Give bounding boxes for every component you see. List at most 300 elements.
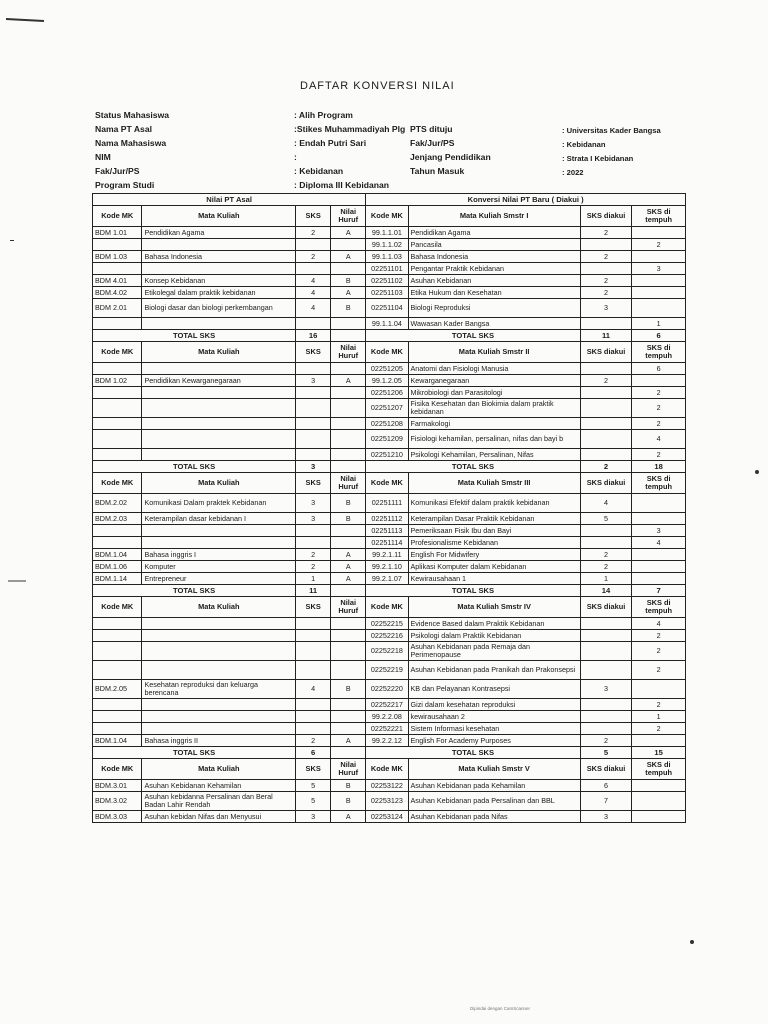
table-cell: 02251209	[366, 430, 408, 449]
table-cell	[142, 418, 296, 430]
table-cell: 02252216	[366, 630, 408, 642]
total-empty	[331, 461, 366, 473]
table-cell	[296, 387, 331, 399]
table-cell	[142, 661, 296, 680]
table-cell	[331, 263, 366, 275]
table-cell: 4	[632, 618, 686, 630]
table-cell: B	[331, 513, 366, 525]
table-cell	[580, 418, 632, 430]
table-cell	[331, 642, 366, 661]
total-label-left: TOTAL SKS	[93, 461, 296, 473]
table-row	[93, 561, 686, 573]
col-sks-diakui: SKS diakui	[580, 473, 632, 494]
table-cell	[580, 537, 632, 549]
table-cell: 02251210	[366, 449, 408, 461]
table-cell	[142, 449, 296, 461]
table-group-header	[93, 194, 686, 206]
table-cell: Profesionalisme Kebidanan	[408, 537, 580, 549]
table-row	[93, 251, 686, 263]
document-title: DAFTAR KONVERSI NILAI	[300, 80, 455, 92]
col-kode-mk: Kode MK	[93, 206, 142, 227]
table-cell: BDM.3.02	[93, 792, 142, 811]
total-label-left: TOTAL SKS	[93, 747, 296, 759]
table-cell: 3	[632, 263, 686, 275]
col-sks-diakui: SKS diakui	[580, 759, 632, 780]
table-cell: 4	[580, 494, 632, 513]
table-cell: Asuhan Kebidanan pada Persalinan dan BBL	[408, 792, 580, 811]
table-cell	[331, 618, 366, 630]
table-cell	[142, 430, 296, 449]
table-cell: Wawasan Kader Bangsa	[408, 318, 580, 330]
table-cell: 2	[632, 699, 686, 711]
fak2-value: : Kebidanan	[562, 140, 606, 149]
table-cell	[93, 399, 142, 418]
status-value: : Alih Program	[294, 110, 353, 120]
table-cell: BDM 1.02	[93, 375, 142, 387]
table-cell	[296, 430, 331, 449]
table-cell	[580, 363, 632, 375]
table-row	[93, 780, 686, 792]
table-cell: A	[331, 573, 366, 585]
total-sks-tempuh: 18	[632, 461, 686, 473]
table-cell: Farmakologi	[408, 418, 580, 430]
table-cell	[142, 263, 296, 275]
table-cell	[296, 263, 331, 275]
table-cell: Etikolegal dalam praktik kebidanan	[142, 287, 296, 299]
table-cell: A	[331, 549, 366, 561]
table-cell: Asuhan kebidan Nifas dan Menyusui	[142, 811, 296, 823]
table-cell	[632, 811, 686, 823]
table-row	[93, 630, 686, 642]
table-cell	[331, 525, 366, 537]
table-cell	[296, 239, 331, 251]
table-cell	[93, 537, 142, 549]
table-cell	[580, 430, 632, 449]
table-cell: 99.1.1.03	[366, 251, 408, 263]
table-row	[93, 680, 686, 699]
col-sks-tempuh: SKS di tempuh	[632, 342, 686, 363]
table-cell: Kesehatan reproduksi dan keluarga berencana	[142, 680, 296, 699]
nim-label: NIM	[95, 152, 111, 162]
total-sks-left: 6	[296, 747, 331, 759]
table-cell	[296, 318, 331, 330]
table-cell: 02251102	[366, 275, 408, 287]
table-cell	[142, 642, 296, 661]
table-cell: Keterampilan dasar kebidanan I	[142, 513, 296, 525]
table-cell: BDM 1.01	[93, 227, 142, 239]
table-cell: Asuhan Kebidanan pada Pranikah dan Prakonsepsi	[408, 661, 580, 680]
col-sks: SKS	[296, 473, 331, 494]
table-cell: 02253122	[366, 780, 408, 792]
table-cell	[296, 699, 331, 711]
table-cell: 3	[580, 811, 632, 823]
table-cell: 02252220	[366, 680, 408, 699]
fak2-label: Fak/Jur/PS	[410, 138, 455, 148]
table-row	[93, 699, 686, 711]
table-cell	[142, 525, 296, 537]
table-row	[93, 792, 686, 811]
table-cell: 99.2.2.08	[366, 711, 408, 723]
table-row	[93, 399, 686, 418]
total-row	[93, 461, 686, 473]
col-nilai-huruf: Nilai Huruf	[331, 206, 366, 227]
col-kode-mk: Kode MK	[93, 342, 142, 363]
table-row	[93, 525, 686, 537]
table-cell	[142, 318, 296, 330]
total-sks-left: 16	[296, 330, 331, 342]
table-cell: 2	[632, 723, 686, 735]
table-cell: 4	[632, 537, 686, 549]
table-cell: 1	[632, 711, 686, 723]
col-kode-mk: Kode MK	[366, 473, 408, 494]
group-header-right: Konversi Nilai PT Baru ( Diakui )	[366, 194, 686, 206]
table-cell: Pendidikan Kewarganegaraan	[142, 375, 296, 387]
table-cell	[331, 630, 366, 642]
table-cell: B	[331, 780, 366, 792]
pt-asal-label: Nama PT Asal	[95, 124, 152, 134]
table-cell	[331, 699, 366, 711]
table-cell	[93, 661, 142, 680]
table-row	[93, 227, 686, 239]
table-cell	[331, 363, 366, 375]
table-cell: Bahasa inggris I	[142, 549, 296, 561]
table-row	[93, 387, 686, 399]
table-cell: 2	[632, 630, 686, 642]
table-cell	[331, 399, 366, 418]
table-cell	[331, 449, 366, 461]
table-cell: Pancasila	[408, 239, 580, 251]
total-label-right: TOTAL SKS	[366, 747, 580, 759]
total-row	[93, 747, 686, 759]
table-cell	[296, 642, 331, 661]
total-label-right: TOTAL SKS	[366, 330, 580, 342]
table-cell: 99.2.1.07	[366, 573, 408, 585]
table-cell	[632, 780, 686, 792]
col-nilai-huruf: Nilai Huruf	[331, 342, 366, 363]
col-sks: SKS	[296, 206, 331, 227]
table-cell: Konsep Kebidanan	[142, 275, 296, 287]
table-cell	[632, 573, 686, 585]
col-kode-mk: Kode MK	[366, 759, 408, 780]
col-kode-mk: Kode MK	[366, 597, 408, 618]
table-cell	[331, 239, 366, 251]
table-cell	[142, 537, 296, 549]
table-cell	[142, 239, 296, 251]
table-cell: 2	[580, 561, 632, 573]
fak-value: : Kebidanan	[294, 166, 344, 176]
table-cell: 3	[580, 680, 632, 699]
table-cell	[632, 299, 686, 318]
total-label-right: TOTAL SKS	[366, 585, 580, 597]
table-cell	[632, 494, 686, 513]
table-row	[93, 661, 686, 680]
table-cell: B	[331, 299, 366, 318]
table-cell: 4	[296, 275, 331, 287]
table-cell	[93, 387, 142, 399]
table-cell: Asuhan kebidanna Persalinan dan Beral Badan Lahir Rendah	[142, 792, 296, 811]
table-cell: 2	[580, 549, 632, 561]
table-cell: Gizi dalam kesehatan reproduksi	[408, 699, 580, 711]
scan-mark	[8, 580, 26, 582]
table-row	[93, 430, 686, 449]
total-sks-left: 3	[296, 461, 331, 473]
table-cell	[580, 318, 632, 330]
table-cell	[142, 399, 296, 418]
column-header-row	[93, 206, 686, 227]
table-row	[93, 642, 686, 661]
col-semester: Mata Kuliah Smstr V	[408, 759, 580, 780]
table-cell	[296, 525, 331, 537]
table-row	[93, 735, 686, 747]
nama-label: Nama Mahasiswa	[95, 138, 167, 148]
table-cell: 4	[296, 680, 331, 699]
table-cell	[93, 723, 142, 735]
table-row	[93, 263, 686, 275]
table-cell: 2	[632, 661, 686, 680]
table-cell: 02251113	[366, 525, 408, 537]
table-cell: B	[331, 494, 366, 513]
table-cell: 02251205	[366, 363, 408, 375]
table-cell: Biologi dasar dan biologi perkembangan	[142, 299, 296, 318]
table-cell	[632, 561, 686, 573]
table-cell	[93, 699, 142, 711]
table-cell: 3	[580, 299, 632, 318]
table-cell: B	[331, 792, 366, 811]
table-cell	[580, 630, 632, 642]
col-sks: SKS	[296, 597, 331, 618]
table-cell: A	[331, 287, 366, 299]
table-cell	[296, 399, 331, 418]
table-cell: 02253123	[366, 792, 408, 811]
table-cell: kewirausahaan 2	[408, 711, 580, 723]
table-cell: Biologi Reproduksi	[408, 299, 580, 318]
table-cell: A	[331, 735, 366, 747]
table-cell	[632, 275, 686, 287]
column-header-row	[93, 759, 686, 780]
table-cell: Fisika Kesehatan dan Biokimia dalam praktik kebidanan	[408, 399, 580, 418]
table-cell	[580, 239, 632, 251]
table-cell	[142, 723, 296, 735]
total-sks-tempuh: 15	[632, 747, 686, 759]
table-cell	[142, 699, 296, 711]
table-cell: Mikrobiologi dan Parasitologi	[408, 387, 580, 399]
table-cell	[632, 251, 686, 263]
total-label-left: TOTAL SKS	[93, 585, 296, 597]
table-cell: 02251112	[366, 513, 408, 525]
table-row	[93, 494, 686, 513]
table-cell	[93, 239, 142, 251]
col-nilai-huruf: Nilai Huruf	[331, 597, 366, 618]
table-row	[93, 618, 686, 630]
table-cell: Bahasa inggris II	[142, 735, 296, 747]
jenjang-value: : Strata I Kebidanan	[562, 154, 634, 163]
table-cell	[93, 449, 142, 461]
col-kode-mk: Kode MK	[366, 206, 408, 227]
table-cell: Psikologi Kehamilan, Persalinan, Nifas	[408, 449, 580, 461]
table-cell	[296, 723, 331, 735]
table-cell: Bahasa Indonesia	[142, 251, 296, 263]
table-cell	[580, 661, 632, 680]
total-sks-diakui: 5	[580, 747, 632, 759]
total-empty	[331, 747, 366, 759]
jenjang-label: Jenjang Pendidikan	[410, 152, 491, 162]
table-cell: English For Academy Purposes	[408, 735, 580, 747]
table-cell: BDM.2.03	[93, 513, 142, 525]
table-row	[93, 723, 686, 735]
table-cell: BDM.3.01	[93, 780, 142, 792]
table-cell: 3	[296, 811, 331, 823]
table-cell: BDM.2.02	[93, 494, 142, 513]
total-sks-diakui: 2	[580, 461, 632, 473]
table-cell	[331, 723, 366, 735]
table-cell	[93, 318, 142, 330]
conversion-table	[92, 193, 686, 823]
table-cell: 2	[580, 287, 632, 299]
table-cell	[93, 642, 142, 661]
column-header-row	[93, 342, 686, 363]
table-row	[93, 811, 686, 823]
total-sks-diakui: 14	[580, 585, 632, 597]
table-cell: Entrepreneur	[142, 573, 296, 585]
table-row	[93, 239, 686, 251]
tahun-value: : 2022	[562, 168, 584, 177]
table-cell: Asuhan Kebidanan pada Remaja dan Perimenopause	[408, 642, 580, 661]
table-cell: 99.2.1.10	[366, 561, 408, 573]
table-cell: Komunikasi Efektif dalam praktik kebidanan	[408, 494, 580, 513]
table-cell	[580, 525, 632, 537]
table-cell	[580, 618, 632, 630]
table-cell	[632, 287, 686, 299]
table-cell: BDM.1.04	[93, 549, 142, 561]
table-cell: Pendidikan Agama	[408, 227, 580, 239]
total-row	[93, 330, 686, 342]
col-mata-kuliah: Mata Kuliah	[142, 759, 296, 780]
table-cell: 6	[632, 363, 686, 375]
table-cell: 02251103	[366, 287, 408, 299]
table-row	[93, 375, 686, 387]
table-cell: Etika Hukum dan Kesehatan	[408, 287, 580, 299]
table-cell: KB dan Pelayanan Kontrasepsi	[408, 680, 580, 699]
table-cell: 2	[632, 387, 686, 399]
col-semester: Mata Kuliah Smstr IV	[408, 597, 580, 618]
table-cell: 1	[296, 573, 331, 585]
table-cell	[296, 711, 331, 723]
table-cell: Pemeriksaan Fisik Ibu dan Bayi	[408, 525, 580, 537]
scan-mark	[6, 18, 44, 22]
table-row	[93, 573, 686, 585]
table-cell: 2	[296, 227, 331, 239]
table-cell: 02252219	[366, 661, 408, 680]
table-cell: 7	[580, 792, 632, 811]
table-cell: 02252218	[366, 642, 408, 661]
table-cell: 2	[580, 375, 632, 387]
table-cell	[142, 630, 296, 642]
table-cell: 1	[580, 573, 632, 585]
tahun-label: Tahun Masuk	[410, 166, 465, 176]
column-header-row	[93, 597, 686, 618]
table-cell: A	[331, 811, 366, 823]
col-nilai-huruf: Nilai Huruf	[331, 473, 366, 494]
col-sks-diakui: SKS diakui	[580, 597, 632, 618]
table-cell: 02251111	[366, 494, 408, 513]
prodi-value: : Diploma III Kebidanan	[294, 180, 390, 190]
table-cell: BDM.4.02	[93, 287, 142, 299]
table-cell: 2	[632, 642, 686, 661]
pts-value: : Universitas Kader Bangsa	[562, 126, 661, 135]
table-cell: 02252217	[366, 699, 408, 711]
table-cell: 99.1.1.02	[366, 239, 408, 251]
table-cell: 3	[632, 525, 686, 537]
total-sks-tempuh: 7	[632, 585, 686, 597]
table-cell	[331, 537, 366, 549]
table-cell	[142, 363, 296, 375]
table-cell: Keterampilan Dasar Praktik Kebidanan	[408, 513, 580, 525]
table-cell	[142, 618, 296, 630]
column-header-row	[93, 473, 686, 494]
table-cell	[331, 711, 366, 723]
table-cell	[632, 375, 686, 387]
total-label-left: TOTAL SKS	[93, 330, 296, 342]
col-sks: SKS	[296, 759, 331, 780]
table-cell	[296, 363, 331, 375]
table-cell: Asuhan Kebidanan pada Kehamilan	[408, 780, 580, 792]
pts-label: PTS dituju	[410, 124, 453, 134]
table-cell: Komunikasi Dalam praktek Kebidanan	[142, 494, 296, 513]
table-cell: 2	[580, 227, 632, 239]
table-cell: A	[331, 251, 366, 263]
table-cell	[632, 227, 686, 239]
table-cell	[580, 399, 632, 418]
table-cell: 2	[296, 251, 331, 263]
table-cell	[331, 387, 366, 399]
table-cell: A	[331, 375, 366, 387]
table-cell: Asuhan Kebidanan Kehamilan	[142, 780, 296, 792]
table-cell: Fisiologi kehamilan, persalinan, nifas dan bayi b	[408, 430, 580, 449]
table-cell: 02251114	[366, 537, 408, 549]
table-cell: 2	[580, 251, 632, 263]
col-sks-tempuh: SKS di tempuh	[632, 206, 686, 227]
col-mata-kuliah: Mata Kuliah	[142, 473, 296, 494]
total-sks-tempuh: 6	[632, 330, 686, 342]
table-cell	[296, 618, 331, 630]
table-row	[93, 363, 686, 375]
table-cell	[142, 711, 296, 723]
table-cell	[331, 418, 366, 430]
table-cell: A	[331, 227, 366, 239]
table-row	[93, 513, 686, 525]
col-kode-mk: Kode MK	[93, 597, 142, 618]
table-cell	[632, 549, 686, 561]
table-cell	[632, 792, 686, 811]
total-label-right: TOTAL SKS	[366, 461, 580, 473]
nama-value: : Endah Putri Sari	[294, 138, 367, 148]
table-cell: 02253124	[366, 811, 408, 823]
table-row	[93, 318, 686, 330]
table-cell: BDM.1.04	[93, 735, 142, 747]
col-mata-kuliah: Mata Kuliah	[142, 597, 296, 618]
table-cell: Sistem Informasi kesehatan	[408, 723, 580, 735]
table-row	[93, 537, 686, 549]
scan-mark	[755, 470, 759, 474]
table-cell: BDM 4.01	[93, 275, 142, 287]
table-cell: B	[331, 680, 366, 699]
table-cell: 2	[296, 549, 331, 561]
col-sks: SKS	[296, 342, 331, 363]
table-cell: BDM 2.01	[93, 299, 142, 318]
table-cell: B	[331, 275, 366, 287]
col-semester: Mata Kuliah Smstr I	[408, 206, 580, 227]
table-cell: 02251207	[366, 399, 408, 418]
